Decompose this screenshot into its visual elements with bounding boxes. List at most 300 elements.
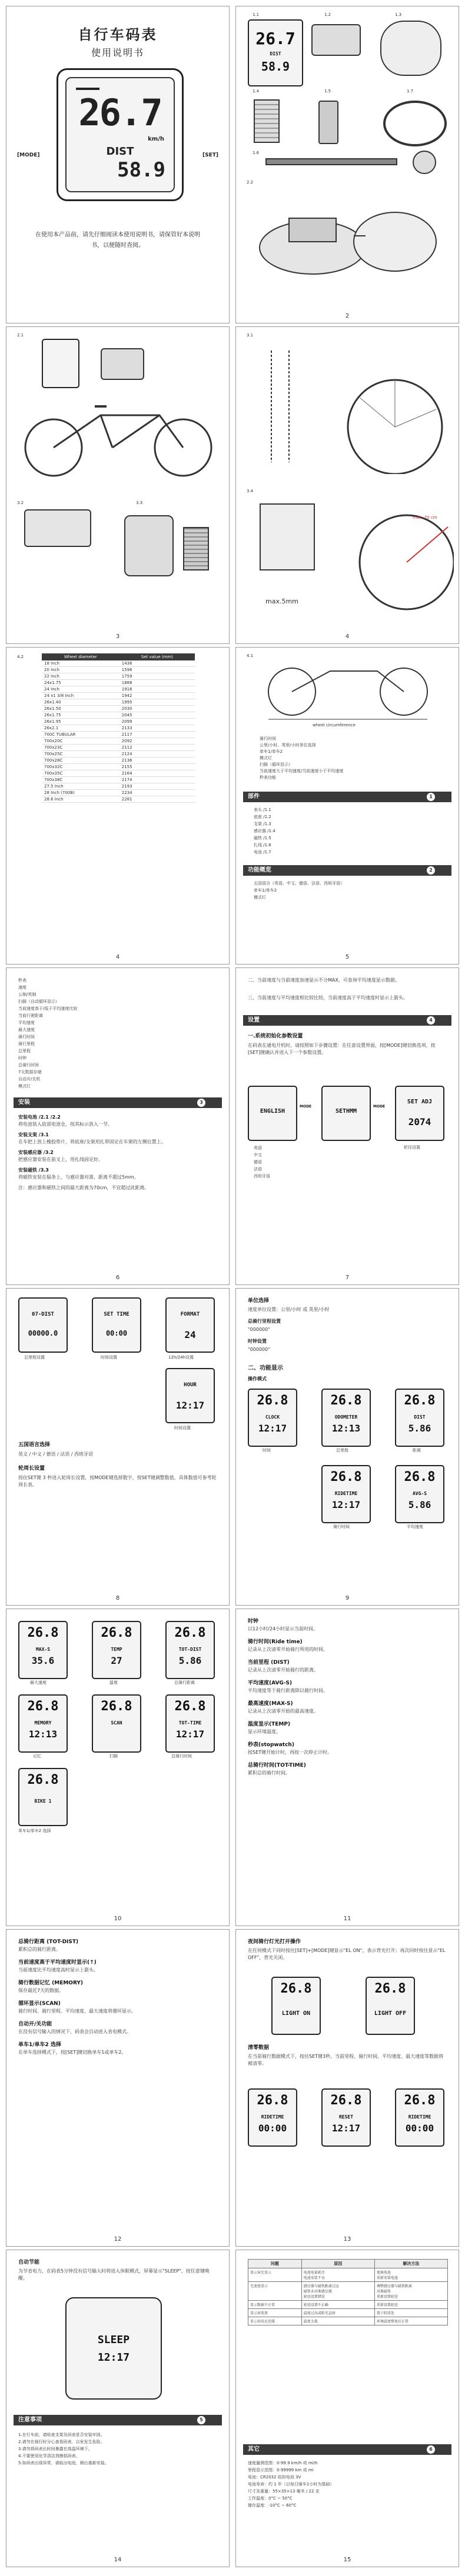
init-heading: 一.系统初始化参数设置 [248, 1033, 303, 1039]
wheel-diameter-cell: 20 Inch [42, 667, 119, 673]
wheel-circumference-label: wheel circumference [313, 723, 356, 728]
wheel-diameter-cell: 22 Inch [42, 673, 119, 680]
lcd-label: AVG-S [412, 1491, 427, 1496]
page-number: 9 [345, 1595, 350, 1601]
lcd-clock: 26.8 CLOCK 12:17 [248, 1389, 297, 1447]
function-title: 时钟 [248, 1619, 259, 1624]
lcd-caption: 最大速度 [30, 1680, 46, 1685]
format-caption: 12h/24h设置 [168, 1355, 194, 1360]
page-3 [6, 326, 230, 644]
display-heading: 二、功能显示 [248, 1365, 283, 1372]
lcd-caption: 总骑行距离 [174, 1680, 195, 1685]
device-mid-label: DIST [106, 145, 134, 158]
odo-value: "000000" [248, 1327, 270, 1332]
wheel-diameter-cell: 700x25C [42, 751, 119, 758]
lcd-sleep [65, 2297, 162, 2400]
language-option: 德语 [254, 1160, 262, 1164]
install-step-title: 安装磁铁 /3.3 [18, 1167, 49, 1173]
fig-lcd-dist: DIST [270, 51, 281, 56]
col-set-value: Set value (mm) [119, 653, 195, 660]
install-section-number: 3 [197, 1099, 205, 1107]
set-value-cell: 1596 [119, 667, 195, 673]
wheel-diameter-cell: 700x38C [42, 777, 119, 783]
function-descriptions [18, 1938, 217, 2056]
note-item: 1.在行车前，请检查支架及码表是否安装牢固。 [18, 2432, 105, 2437]
wheel-diameter-cell: 24 x1 3/8 Inch [42, 693, 119, 699]
cover-title: 自行车码表 [78, 26, 158, 43]
wheel-diameter-cell: 700C TUBULAR [42, 732, 119, 738]
sensor-gap-fig [260, 503, 315, 570]
feature-item: 平均速度 [18, 1020, 35, 1025]
legend-item: 扫描（循环显示） [260, 762, 293, 767]
wheel-diameter-cell: 24 Inch [42, 686, 119, 693]
part-item: 底座 /1.2 [254, 815, 271, 819]
page-number: 13 [343, 2236, 351, 2243]
fig-label-4-2: 4.2 [17, 655, 24, 659]
table-row [42, 693, 195, 699]
function-desc: 在没有信号输入的情况下，码表会自动进入省电模式。 [18, 2029, 131, 2034]
ts-problem-cell: 显示屏变黑 [248, 2309, 302, 2317]
page-number: 6 [115, 1274, 120, 1281]
page-7 [235, 967, 459, 1285]
base-illustration [311, 24, 361, 56]
cover-note: 在使用本产品前，请先仔细阅读本使用说明书，请保管好本说明书，以便随时查阅。 [35, 232, 200, 249]
lcd-text: SET ADJ [407, 1099, 433, 1105]
function-desc: 保存最近7天的数据。 [18, 1988, 64, 1993]
settings-section-bar [243, 1015, 451, 1026]
battery-ring-illustration [383, 101, 447, 146]
lcd-memory: 26.8 MEMORY 12:13 [18, 1694, 68, 1753]
install-note: 注：感应器和磁铁之间的最大距离为70cm，不宜超过此距离。 [18, 1185, 150, 1190]
wheel-size-table [42, 653, 195, 803]
table-row [42, 777, 195, 783]
page-1 [235, 6, 459, 323]
table-row [42, 783, 195, 790]
table-row [248, 2282, 448, 2301]
feature-item: 模式灯 [18, 1084, 31, 1089]
function-item: 模式灯 [254, 895, 266, 900]
magnet-illustration [318, 101, 338, 144]
fig-label-1-2: 1.2 [324, 12, 331, 17]
table-row [42, 712, 195, 719]
spec-item: 电池寿命：约 1 年（以每日骑车1小时为基础） [248, 2482, 334, 2487]
ts-cause-cell: 温度太低 [301, 2317, 374, 2325]
notes-list [18, 2431, 217, 2467]
lcd-time-set [92, 1297, 141, 1353]
lcd-label: DIST [414, 1414, 426, 1420]
page-number: 2 [345, 313, 350, 319]
lcd-value: 12:17 [175, 1400, 205, 1411]
fig-label-2-1: 2.1 [17, 333, 24, 338]
max-distance-label: max. 70 cm [413, 515, 437, 520]
set-value-cell: 1995 [119, 699, 195, 706]
function-desc: 骑行时间、骑行里程、平均速度、最大速度将循环显示。 [18, 2008, 136, 2014]
lcd-wheel-adjust [395, 1086, 444, 1141]
page-6 [6, 967, 230, 1285]
spec-section-number: 6 [427, 2445, 435, 2454]
wheel-diameter-cell: 24x1.75 [42, 680, 119, 686]
legend-item: 秒表功能 [260, 775, 276, 780]
legend-item: 当前速度大于平均速度/当前速度小于平均速度 [260, 769, 344, 773]
ts-solution-cell: 环境温度恢复后正常 [374, 2317, 447, 2325]
page-wheel-table [6, 647, 230, 965]
lcd-label: TEMP [111, 1647, 122, 1652]
install-step-desc: 在车把上放上橡胶垫片，将底座/支架用扎带固定在车架的左侧位置上。 [18, 1139, 166, 1144]
lcd-value: 00:00 [258, 2123, 287, 2134]
lcd-value: 5.86 [408, 1423, 431, 1434]
wheel-diameter-cell: 700x28C [42, 758, 119, 764]
fork-install-drawing [248, 345, 448, 474]
install-step-title: 安装支架 /3.1 [18, 1132, 49, 1137]
lcd-label: TOT-TIME [178, 1720, 202, 1726]
ts-solution-cell: 更换电池 重新安装电池 [374, 2268, 447, 2282]
cover-subtitle: 使用说明书 [91, 47, 144, 58]
max-gap-label: max.5mm [265, 598, 298, 605]
fig-label-1-3: 1.3 [395, 12, 402, 17]
table-row [42, 732, 195, 738]
lang-heading: 五国语言选择 [18, 1442, 51, 1448]
lcd-reset-before: 26.8 RIDETIME 00:00 [248, 2088, 297, 2147]
table-row [42, 706, 195, 712]
function-title: 总骑行距离 (TOT-DIST) [18, 1939, 79, 1945]
lcd-value: 2074 [408, 1116, 431, 1127]
page-11 [235, 1609, 459, 1926]
feature-item: 公制/英制 [18, 992, 36, 997]
spec-title: 其它 [248, 2446, 260, 2452]
page-number: 10 [114, 1916, 122, 1922]
mode-heading: 操作模式 [248, 1376, 267, 1382]
lcd-label: MEMORY [34, 1720, 52, 1726]
device-top-marks [76, 88, 99, 90]
set-value-cell: 2136 [119, 758, 195, 764]
install-step-desc: 把感应器安装在前叉上，用扎线固定好。 [18, 1157, 103, 1162]
feature-item: 7天数据存储 [18, 1070, 42, 1075]
lcd-label: BIKE 1 [34, 1798, 52, 1804]
lcd-text: FORMAT [180, 1312, 200, 1317]
lcd-label: ODOMETER [334, 1414, 358, 1420]
function-title: 自动开/关功能 [18, 2021, 52, 2027]
page-12 [6, 1929, 230, 2247]
function-descriptions [248, 1618, 447, 1777]
page-4 [235, 326, 459, 644]
page-number: 12 [114, 2236, 122, 2243]
set-value-cell: 1916 [119, 686, 195, 693]
function-section-bar: 功能概览 2 [243, 865, 451, 876]
circumference-desc: 按住SET键 3 秒进入轮周长设置，按MODE键选择数字，按SET键调整数值，具体数值可参考轮周长表。 [18, 1475, 217, 1487]
language-option: 中文 [254, 1153, 262, 1157]
page-number: 7 [345, 1274, 350, 1281]
init-desc: 在码表在通电开机时，请按照如下步骤设置：在任意设置界面，按[MODE]键切换选项，按[SET]键确认并进入下一个参数设置。 [248, 1043, 436, 1055]
install-step-title: 安装感应器 /3.2 [18, 1150, 54, 1155]
page-14 [6, 2250, 230, 2567]
lcd-value: 27 [111, 1655, 122, 1666]
function-title: 骑行数据记忆 (MEMORY) [18, 1980, 84, 1986]
wheel-diameter-cell: 26x1.75 [42, 712, 119, 719]
table-row [42, 660, 195, 667]
function-title: 循环显示(SCAN) [18, 2001, 61, 2007]
function-desc: 以12小时/24小时显示当前时间。 [248, 1626, 318, 1631]
feature-item: 总骑行时间 [18, 1063, 39, 1067]
table-row [42, 764, 195, 770]
lcd-reset-after: 26.8 RIDETIME 00:00 [395, 2088, 444, 2147]
lcd-value: 5.86 [408, 1499, 431, 1510]
page-number: 14 [114, 2557, 122, 2563]
device-unit: km/h [148, 136, 164, 142]
function-title: 当前里程 (DIST) [248, 1660, 290, 1666]
set-value-cell: 2174 [119, 777, 195, 783]
lcd-reset: 26.8 RESET 12:17 [321, 2088, 371, 2147]
install-steps [18, 1114, 217, 1192]
lcd-avg-speed: 26.8 AVG-S 5.86 [395, 1465, 444, 1523]
part-item: 扎线 /1.6 [254, 843, 271, 847]
ts-problem-cell: 无速度显示 [248, 2282, 302, 2301]
table-row [42, 738, 195, 745]
feature-item: 总里程 [18, 1049, 31, 1053]
wheel-diameter-cell: 700x32C [42, 764, 119, 770]
spec-item: 储存温度：-10°C ~ 60°C [248, 2503, 297, 2508]
fig-label-3-1: 3.1 [247, 333, 254, 338]
table-row [42, 745, 195, 751]
odo-heading: 总骑行里程设置 [248, 1319, 281, 1324]
legend-item: 骑行时间 [260, 736, 276, 741]
table-row [42, 770, 195, 777]
wheel-diameter-cell: 26x1.95 [42, 719, 119, 725]
parts-list [254, 806, 275, 856]
battery-cap-fig [101, 348, 144, 380]
function-title: 总骑行时间(TOT-TIME) [248, 1763, 306, 1769]
language-option: 法语 [254, 1167, 262, 1172]
lcd-label: RIDETIME [408, 2114, 431, 2120]
notes-title: 注意事项 [18, 2417, 42, 2423]
lcd-odo-set [18, 1297, 68, 1353]
table-row [42, 667, 195, 673]
time-caption: 时间设置 [101, 1355, 117, 1360]
page-number: 11 [343, 1916, 351, 1922]
table-row [42, 699, 195, 706]
part-item: 磁铁 /1.5 [254, 836, 271, 840]
clock-heading: 时钟设置 [248, 1339, 267, 1344]
sleep-heading: 自动节能 [18, 2260, 40, 2265]
set-value-cell: 2045 [119, 712, 195, 719]
fig-lcd-bottom: 58.9 [261, 59, 290, 74]
unit-heading: 单位选择 [248, 1298, 270, 1304]
lcd-caption: 距离 [413, 1448, 421, 1453]
function-title: 当前速度高于平均速度时显示(↑) [18, 1960, 97, 1966]
function-title: 温度显示(TEMP) [248, 1721, 291, 1727]
lcd-label: CLOCK [265, 1414, 280, 1420]
lcd-value: 12:17 [97, 2351, 130, 2364]
speed-compare-text-2: 三、当前速度与平均速度相比较比较，当前速度高于平均速度时显示上箭头。 [248, 995, 408, 1000]
lcd-label: RIDETIME [334, 1491, 358, 1496]
page-number: 4 [345, 633, 350, 640]
parts-title: 部件 [248, 793, 260, 800]
settings-section-number: 4 [427, 1016, 435, 1025]
icon-legend [260, 736, 343, 781]
spec-item: 速度量测范围：0-99.9 km/h 或 mi/h [248, 2461, 318, 2465]
function-title: 单车1/单车2 选择 [18, 2042, 61, 2048]
function-title: 骑行时间(Ride time) [248, 1639, 303, 1645]
ts-col-problem: 问题 [248, 2260, 302, 2268]
lcd-text: SLEEP [97, 2334, 130, 2346]
mode-button-label: [MODE] [17, 152, 40, 158]
feature-item: 骑行时间 [18, 1035, 35, 1039]
speed-compare-text: 二、当前速度与当前速度加速显示不分MAX，可查询平均速度显示数据。 [248, 977, 400, 983]
wheel-setting-caption: 轮径设置 [404, 1145, 420, 1150]
page-cover [6, 6, 230, 323]
parts-section-bar: 部件 1 [243, 792, 451, 802]
set-value-cell: 1888 [119, 680, 195, 686]
set-value-cell: 2155 [119, 764, 195, 770]
spec-item: 工作温度：0°C ~ 50°C [248, 2496, 293, 2501]
lcd-light-off: 26.8 LIGHT OFF [366, 1977, 415, 2035]
lcd-text: HOUR [184, 1382, 197, 1388]
lcd-value: 00:00 [405, 2123, 434, 2134]
function-desc: 累积总的骑行距离。 [18, 1947, 61, 1952]
feature-item: 扫描（自动循环显示） [18, 999, 59, 1004]
table-row [42, 790, 195, 796]
set-value-cell: 1759 [119, 673, 195, 680]
part-item: 感应器 /1.4 [254, 829, 275, 833]
lcd-value: 12:17 [258, 1423, 287, 1434]
func-title: 功能概览 [248, 867, 271, 873]
function-item: 五国语言（英语、中文、德语、法语、西班牙语） [254, 881, 344, 886]
note-item: 2.请勿在骑行时分心查看码表，以免发生危险。 [18, 2440, 105, 2444]
battery-display-fig [42, 339, 79, 388]
ts-solution-cell: 重新设置轮径 [374, 2301, 447, 2309]
lcd-caption: 总里程 [336, 1448, 348, 1453]
function-desc: 在单车选择模式下，按[SET]键切换单车1或单车2。 [18, 2050, 127, 2055]
troubleshooting-table [248, 2259, 448, 2325]
table-row [42, 751, 195, 758]
sleep-desc: 为节省电力，在码表5分钟没有信号输入时将进入休眠模式，屏幕显示"SLEEP"，按任意键唤醒。 [18, 2268, 210, 2281]
install-title: 安装 [18, 1099, 30, 1106]
ts-cause-cell: 感应器与磁铁距离过远 磁铁未对准感应器 轮径设置错误 [301, 2282, 374, 2301]
ts-problem-cell: 显示屏反应迟缓 [248, 2317, 302, 2325]
lcd-text: SETHMM [335, 1108, 357, 1115]
page-number: 5 [345, 954, 350, 960]
function-desc: 平均速度等于骑行距离除以骑行时间。 [248, 1688, 328, 1693]
fig-label-2-2: 2.2 [247, 180, 254, 185]
set-value-cell: 2092 [119, 738, 195, 745]
page-number: 3 [115, 633, 120, 640]
table-row [42, 725, 195, 732]
clock-value: "000000" [248, 1347, 270, 1352]
wheel-diameter-cell: 700x35C [42, 770, 119, 777]
lcd-format-set [165, 1297, 215, 1353]
lcd-label: TOT-DIST [178, 1647, 202, 1652]
table-row [42, 796, 195, 803]
page-10 [6, 1609, 230, 1926]
set-value-cell: 2112 [119, 745, 195, 751]
circumference-bike-drawing [260, 659, 436, 724]
language-options [254, 1144, 270, 1180]
mount-assembly-drawing [248, 183, 448, 295]
lcd-value: 00:00 [105, 1329, 128, 1337]
spec-item: 尺寸及重量：55×35×13 毫米 / 22 克 [248, 2489, 320, 2494]
page-13 [235, 1929, 459, 2247]
page-8 [6, 1288, 230, 1606]
function-desc: 记录从上次清零开始骑行所用的时间。 [248, 1647, 328, 1652]
mode-arrow-label: MODE [373, 1105, 386, 1109]
part-item: 表头 /1.1 [254, 807, 271, 812]
page-9 [235, 1288, 459, 1606]
spec-list [248, 2460, 447, 2509]
function-title: 秒表(stopwatch) [248, 1742, 294, 1748]
install-step-title: 安装电池 /2.1 /2.2 [18, 1115, 61, 1120]
fig-label-3-2: 3.2 [17, 500, 24, 505]
odo-caption: 总里程设置 [24, 1355, 45, 1360]
function-title: 平均速度(AVG-S) [248, 1680, 293, 1686]
lang-list: 英文 / 中文 / 德语 / 法语 / 西班牙语 [18, 1451, 94, 1457]
set-value-cell: 2099 [119, 719, 195, 725]
device-top-reading: 26.7 [78, 91, 162, 134]
table-row [248, 2317, 448, 2325]
wheel-diameter-cell: 28 Inch (700B) [42, 790, 119, 796]
ts-col-cause: 原因 [301, 2260, 374, 2268]
fig-label-1-1: 1.1 [253, 12, 260, 17]
set-value-cell: 2234 [119, 790, 195, 796]
fig-label-3-4: 3.4 [247, 489, 254, 493]
function-desc: 显示环境温度。 [248, 1729, 281, 1734]
ts-cause-cell: 轮径设置不正确 [301, 2301, 374, 2309]
note-item: 3.请勿将码表长时间暴露在高温环境下。 [18, 2447, 92, 2451]
install-section-bar [14, 1097, 222, 1108]
clear-heading: 清零数据 [248, 2045, 270, 2051]
feature-item: 骑行里程 [18, 1042, 35, 1046]
lcd-caption: 扫描 [109, 1754, 118, 1759]
page-number: 15 [343, 2557, 351, 2563]
lcd-text: SET TIME [104, 1312, 129, 1317]
fig-label-1-5: 1.5 [324, 89, 331, 94]
function-desc: 记录从上次清零开始的最高速度。 [248, 1709, 318, 1714]
wheel-diameter-cell: 18 Inch [42, 660, 119, 667]
lcd-bike-select: 26.8 BIKE 1 [18, 1768, 68, 1826]
lcd-tot-time: 26.8 TOT-TIME 12:17 [165, 1694, 215, 1753]
set-value-cell: 2193 [119, 783, 195, 790]
lcd-label: SCAN [111, 1720, 122, 1726]
table-row [42, 673, 195, 680]
page-number: 4 [115, 954, 120, 960]
table-row [248, 2301, 448, 2309]
device-bottom-reading: 58.9 [117, 158, 165, 182]
function-desc: 当前速度比平均速度高时显示上箭头。 [18, 1967, 98, 1973]
fig-label-1-7: 1.7 [407, 89, 414, 94]
lcd-temp: 26.8 TEMP 27 [92, 1621, 141, 1679]
unit-desc: 速度单位设置：公里/小时 或 英里/小时 [248, 1307, 330, 1312]
lcd-caption: 平均速度 [407, 1524, 423, 1529]
set-value-cell: 2281 [119, 796, 195, 803]
lcd-dist: 26.8 DIST 5.86 [395, 1389, 444, 1447]
set-value-cell: 2124 [119, 751, 195, 758]
set-value-cell: 2164 [119, 770, 195, 777]
bicycle-drawing [12, 392, 224, 480]
circumference-heading: 轮周长设置 [18, 1466, 45, 1471]
feature-item: 自动开/关机 [18, 1077, 41, 1082]
wheel-diameter-cell: 27.5 Inch [42, 783, 119, 790]
wheel-distance-drawing [348, 498, 454, 615]
lcd-caption: 单车1/单车2 选择 [18, 1828, 51, 1833]
part-item: 支架 /1.3 [254, 822, 271, 826]
sensor-illustration [254, 99, 280, 143]
lcd-text: ENGLISH [260, 1108, 285, 1115]
feature-item: 最大速度 [18, 1027, 35, 1032]
spec-item: 里程显示范围：0-99999 km 或 mi [248, 2468, 314, 2472]
lcd-text: 07-DIST [32, 1312, 54, 1317]
feature-item: 当前速度高于/低于平均速度比较 [18, 1006, 78, 1011]
set-value-cell: 2133 [119, 725, 195, 732]
device-illustration [57, 68, 184, 201]
lcd-value: 00000.0 [28, 1329, 58, 1337]
